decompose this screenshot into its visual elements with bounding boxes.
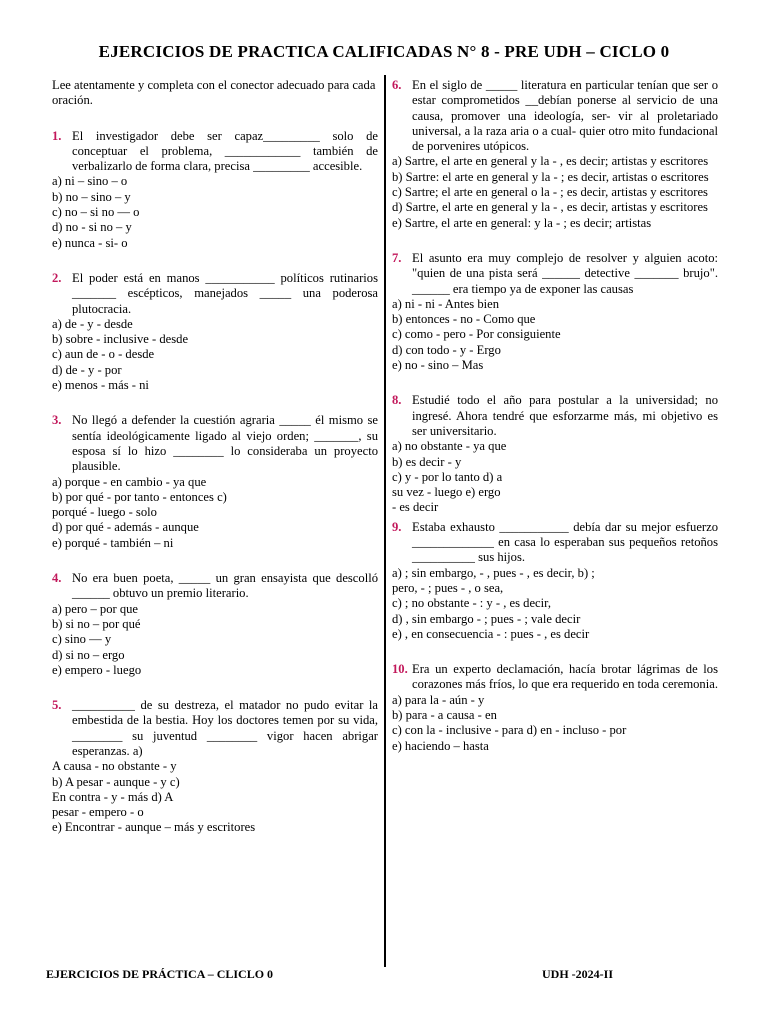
question-text: Estaba exhausto ___________ debía dar su mejor esfuerzo _____________ en casa lo esperaban sus pequeños retoños __________ sus hijos. [412, 519, 718, 565]
option: a) ; sin embargo, - , pues - , es decir, b) ; [392, 565, 595, 580]
question-text: __________ de su destreza, el matador no pudo evitar la embestida de la bestia. Hoy los doctores temen por su vida, ________ su juventud ________ vigor hacen abrigar esperanzas. a) [72, 698, 378, 758]
question-4 [52, 571, 378, 678]
question-text: El asunto era muy complejo de resolver y alguien acoto: "quien de una pista será ______ detective _______ brujo". ______ era tiempo ya de exponer las causas [412, 250, 718, 296]
option: a) pero – por que [52, 601, 139, 616]
option: a) de - y - desde [52, 316, 133, 331]
question-text: En el siglo de _____ literatura en particular tenían que ser o estar comprometidos __debían ponerse al servicio de una causa, promover una ideología, ser- vir al proletariado universal, a la raza aria o a cual- quier otro mito fundacional de porvenires utópicos. [412, 78, 718, 154]
option: a) Sartre, el arte en general y la - , es decir; artistas y escritores [392, 154, 709, 169]
option: e) Encontrar - aunque – más y escritores [52, 820, 256, 835]
option: d) de - y - por [52, 362, 122, 377]
question-9 [392, 520, 718, 642]
option: d) si no – ergo [52, 647, 125, 662]
footer-left: EJERCICIOS DE PRÁCTICA – CLICLO 0 [46, 967, 274, 981]
option: porqué - luego - solo [52, 505, 157, 520]
question-1 [52, 129, 378, 251]
footer-right: UDH -2024-II [542, 967, 613, 981]
option: c) aun de - o - desde [52, 347, 155, 362]
question-number: 7. [392, 250, 402, 265]
question-5 [52, 698, 378, 836]
instructions: Lee atentamente y completa con el conector adecuado para cada oración. [52, 78, 376, 108]
question-number: 5. [52, 698, 62, 713]
option: c) sino — y [52, 632, 112, 647]
question-2 [52, 271, 378, 393]
option: c) con la - inclusive - para d) en - incluso - por [392, 723, 627, 738]
option: c) Sartre; el arte en general o la - ; es decir, artistas y escritores [392, 185, 708, 200]
option: b) Sartre: el arte en general y la - ; es decir, artistas o escritores [392, 169, 709, 184]
option: b) entonces - no - Como que [392, 312, 536, 327]
question-number: 1. [52, 128, 62, 143]
question-number: 10. [392, 662, 408, 677]
question-7 [392, 251, 718, 373]
question-text: No era buen poeta, _____ un gran ensayista que descolló ______ obtuvo un premio literario. [72, 571, 378, 601]
option: a) no obstante - ya que [392, 439, 507, 454]
option: En contra - y - más d) A [52, 789, 174, 804]
option: d) , sin embargo - ; pues - ; vale decir [392, 611, 581, 626]
left-column [52, 78, 378, 856]
question-number: 9. [392, 519, 402, 534]
question-10 [392, 662, 718, 754]
question-text: Era un experto declamación, hacía brotar lágrimas de los corazones más fríos, lo que era requerido en toda ceremonia. [412, 662, 718, 692]
option: su vez - luego e) ergo [392, 485, 501, 500]
option: e) , en consecuencia - : pues - , es decir [392, 626, 590, 641]
option: e) nunca - si- o [52, 235, 128, 250]
page-title: EJERCICIOS DE PRACTICA CALIFICADAS N° 8 - PRE UDH – CICLO 0 [98, 42, 670, 61]
question-text: El poder está en manos ___________ políticos rutinarios _______ escépticos, manejados _____ una poderosa plutocracia. [72, 270, 378, 316]
question-number: 6. [392, 78, 402, 92]
option: b) sobre - inclusive - desde [52, 332, 189, 347]
option: a) ni – sino – o [52, 174, 128, 189]
question-3 [52, 413, 378, 551]
question-number: 2. [52, 270, 62, 285]
option: b) A pesar - aunque - y c) [52, 774, 180, 789]
option: d) por qué - además - aunque [52, 520, 199, 535]
option: c) como - pero - Por consiguiente [392, 327, 561, 342]
option: b) no – sino – y [52, 189, 131, 204]
option: d) Sartre, el arte en general y la - , es decir, artistas y escritores [392, 200, 708, 215]
question-text: No llegó a defender la cuestión agraria _____ él mismo se sentía ideológicamente ligado al viejo orden; _______, su esposa sí lo hizo ________ lo consideraba un proyecto plausible. [72, 413, 378, 474]
option: a) para la - aún - y [392, 692, 485, 707]
option: pero, - ; pues - , o sea, [392, 580, 504, 595]
option: b) por qué - por tanto - entonces c) [52, 489, 227, 504]
option: e) empero - luego [52, 662, 142, 677]
option: b) si no – por qué [52, 616, 141, 631]
option: e) no - sino – Mas [392, 358, 484, 373]
question-6 [392, 78, 718, 231]
question-text: Estudié todo el año para postular a la universidad; no ingresé. Ahora tendré que esforzarme más, mi objetivo es ser universitario. [412, 393, 718, 438]
option: e) menos - más - ni [52, 378, 149, 393]
option: e) haciendo – hasta [392, 738, 489, 753]
option: a) porque - en cambio - ya que [52, 474, 207, 489]
option: c) y - por lo tanto d) a [392, 469, 503, 484]
option: c) ; no obstante - : y - , es decir, [392, 596, 551, 611]
option: e) porqué - también – ni [52, 535, 174, 550]
question-number: 4. [52, 571, 62, 586]
option: d) con todo - y - Ergo [392, 342, 501, 357]
option: - es decir [392, 500, 439, 515]
question-number: 3. [52, 413, 62, 428]
right-column [392, 78, 718, 774]
option: a) ni - ni - Antes bien [392, 296, 500, 311]
option: A causa - no obstante - y [52, 759, 177, 774]
question-number: 8. [392, 393, 402, 408]
option: b) para - a causa - en [392, 707, 497, 722]
column-divider [384, 75, 386, 967]
option: e) Sartre, el arte en general: y la - ; es decir; artistas [392, 215, 652, 230]
option: d) no - si no – y [52, 220, 132, 235]
question-8 [392, 393, 718, 515]
option: b) es decir - y [392, 454, 462, 469]
option: c) no – si no — o [52, 205, 140, 220]
question-text: El investigador debe ser capaz_________ solo de conceptuar el problema, ____________ también de verbalizarlo de forma clara, precisa _________ accesible. [72, 128, 378, 174]
option: pesar - empero - o [52, 805, 144, 820]
